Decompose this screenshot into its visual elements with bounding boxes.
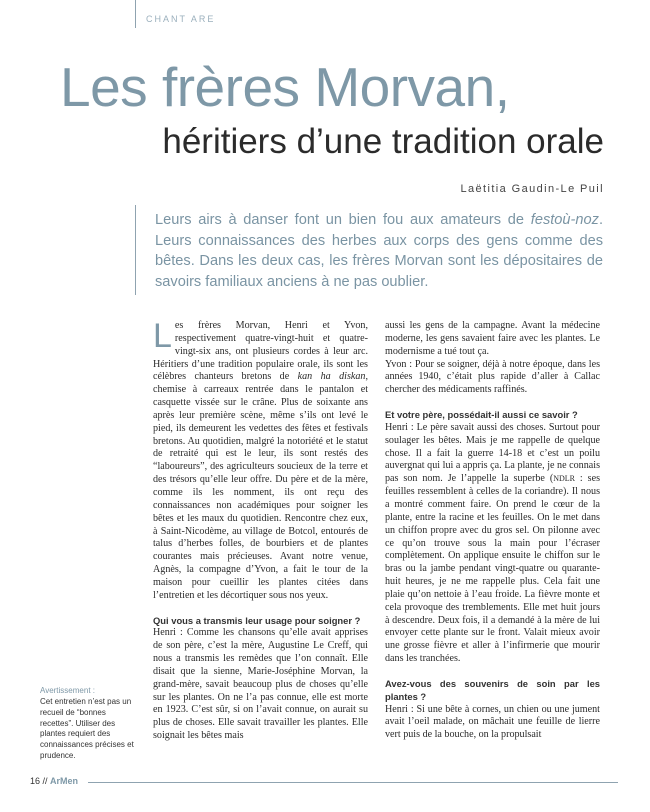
col1-p1-text-a: es frères Morvan, Henri et Yvon, respectivement quatre-vingt-huit et quatre-vingt-six ans, ont plusieurs cordes à leur arc. Héritiers d’une tradition populaire orale, ils sont les célèbres chanteurs bretons de [153,320,368,383]
col1-question-1: Qui vous a transmis leur usage pour soigner ? [153,614,361,626]
lead-paragraph [155,210,603,293]
footer-rule [88,782,618,783]
col1-paragraph-1 [153,317,368,603]
col1-paragraph-2: Henri : Comme les chansons qu’elle avait apprises de son père, c’est la mère, Augustine Le Creff, qui nous a transmis les remèdes que l’on connaît. Elle disait que la sienne, Marie-Joséphine Morvan, la grand-mère, savait beaucoup plus de choses qu’elle sur les plantes. On ne l’a pas connue, elle est morte en 1923. C’est sûr, si on l’avait connue, on aurait su plus de choses. Elle savait travailler les plantes. Elle soignait les bêtes mais [153,627,368,742]
author-byline: Laëtitia Gaudin-Le Puil [460,183,604,195]
lead-text-a: Leurs airs à danser font un bien fou aux amateurs de [155,212,531,228]
page-number: 16 [30,776,41,786]
sidebar-note-body: Cet entretien n’est pas un recueil de “bonnes recettes”. Utiliser des plantes requiert des connaissances précises et prudence. [40,697,134,760]
lead-text-emphasis: festoù-noz [530,212,599,228]
sidebar-note-title: Avertissement : [40,686,95,695]
page-subtitle: héritiers d’une tradition orale [162,122,604,161]
top-vertical-rule [135,0,136,28]
col1-p1-text-b: , chemise à carreaux rentrée dans le pantalon et casquette vissée sur le crâne. Plus de soixante ans après leur première scène, même s’ils ont levé le pied, ils demeurent les vedettes des fêtes et festivals bretons. Au quotidien, malgré la notoriété et le statut de retraité qui est le leur, ils sont restés des “laboureurs”, des agriculteurs soucieux de la terre et des trésors qu’elle leur offre. Du père et de la mère, comme ils les nomment, ils ont reçu des connaissances non académiques pour soigner les bêtes et les maux du quotidien. Rencontre chez eux, à Saint-Nicodème, au village de Botcol, entourés de talus d’herbes folles, de bourbiers et de plantes courantes mais précieuses. Avant notre venue, Agnès, la compagne d’Yvon, a fait le tour de la maison pour cueillir les plantes citées dans l’entretien et les décortiquer sous nos yeux. [153,371,368,601]
col2-paragraph-1: aussi les gens de la campagne. Avant la médecine moderne, les gens savaient faire avec les plantes. Le modernisme a tué tout ça. [385,320,600,357]
drop-cap: L [153,317,172,355]
article-column-2 [385,320,600,742]
col2-paragraph-2: Yvon : Pour se soigner, déjà à notre époque, dans les années 1940, c’était plus rapide d’aller à Callac chercher des médicaments raffinés. [385,358,600,396]
page-folio: 16 // ArMen [30,776,79,786]
col1-p1-emphasis: kan ha diskan [297,371,366,383]
section-label: CHANT ARE [146,14,216,24]
lead-vertical-rule [135,205,136,295]
page-title: Les frères Morvan, [60,56,510,118]
col2-paragraph-4: Henri : Si une bête à cornes, un chien ou une jument avait l’oeil malade, on mâchait une feuille de lierre vert puis de la bouche, on la propulsait [385,703,600,741]
col2-paragraph-3 [385,422,600,666]
col2-question-1: Et votre père, possédait-il aussi ce savoir ? [385,409,578,421]
col2-p3-text-a: Henri : Le père savait aussi des choses. Surtout pour soulager les bêtes. Mais je me rappelle de quelque chose. Il a fait la guerre 14-18 et c’est un poilu auvergnat qui lui a appris ça. La plante, je ne connais pas son nom. Je l’appelle la superbe ( [385,421,600,485]
col2-p3-smallcaps: NDLR [553,474,575,484]
col2-question-2: Avez-vous des souvenirs de soin par les plantes ? [385,677,600,702]
lead-text-b: . Leurs connaissances des herbes aux corps des gens comme des bêtes. Dans les deux cas, les frères Morvan sont les dépositaires de savoirs familiaux anciens à ne pas oublier. [155,212,603,291]
article-column-1 [153,317,368,743]
col2-p3-text-b: : ses feuilles ressemblent à celles de la coriandre). Il nous a montré comment faire. On prend le cœur de la plante, entre la racine et les feuilles. On le met dans un chiffon propre avec du gros sel. On pilonne avec ce qu’on trouve sous la main pour l’écraser complètement. On applique ensuite le chiffon sur le bras ou la jambe pendant vingt-quatre ou quarante-huit heures, je ne me rappelle plus. Cela fait une plaie qu’on nettoie à l’eau froide. La fièvre monte et cela provoque des tremblements. Elle met huit jours à descendre. Deux fois, il a demandé à la mère de lui envoyer cette plante sur le front. Valait mieux avoir une grosse fièvre et aller à l’infirmerie que mourir dans les tranchées. [385,473,600,665]
magazine-brand: ArMen [50,776,79,786]
